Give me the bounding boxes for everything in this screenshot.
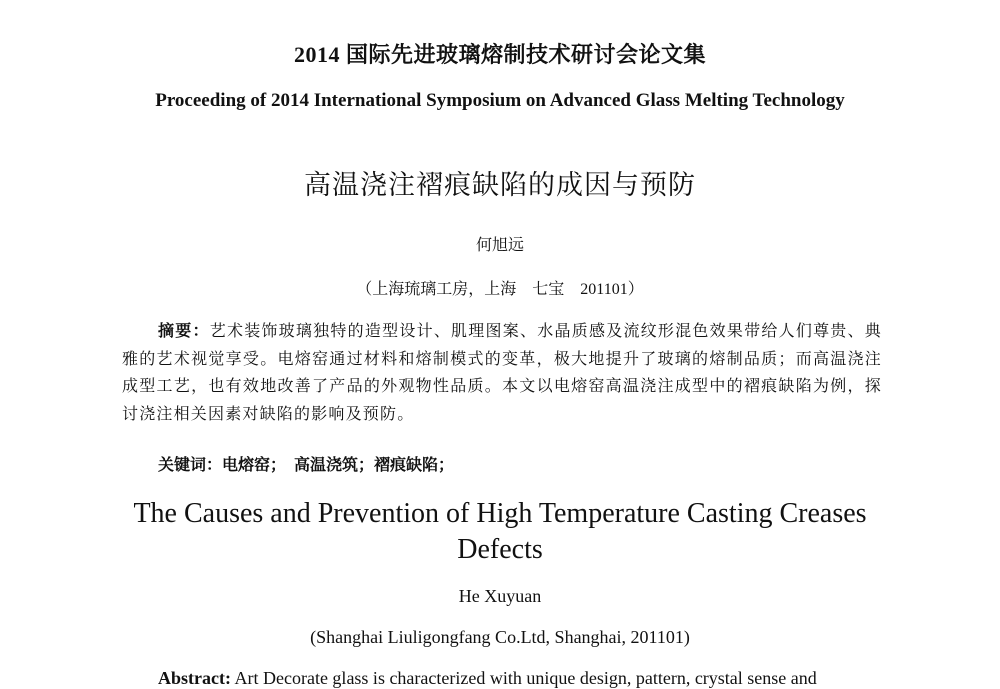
proceedings-title-en: Proceeding of 2014 International Symposium on Advanced Glass Melting Technology xyxy=(155,90,845,111)
affiliation-en: (Shanghai Liuligongfang Co.Ltd, Shanghai, 201101) xyxy=(310,627,690,647)
author-cn: 何旭远 xyxy=(475,237,524,254)
abstract-label-en: Abstract: xyxy=(158,668,231,688)
proceedings-title-cn: 2014 国际先进玻璃熔制技术研讨会论文集 xyxy=(293,42,706,67)
abstract-text-en: Art Decorate glass is characterized with unique design, pattern, crystal sense and xyxy=(230,668,817,688)
paper-title-en: The Causes and Prevention of High Temperature Casting Creases Defects xyxy=(133,498,867,565)
keywords-cn xyxy=(158,452,454,475)
keywords-label-cn: 关键词： xyxy=(158,457,223,474)
author-en: He Xuyuan xyxy=(458,586,542,606)
paper-title-cn: 高温浇注褶痕缺陷的成因与预防 xyxy=(304,170,696,200)
abstract-text-cn: 艺术装饰玻璃独特的造型设计、肌理图案、水晶质感及流纹形混色效果带给人们尊贵、典雅的艺术视觉享受。电熔窑通过材料和熔制模式的变革，极大地提升了玻璃的熔制品质；而高温浇注成型工艺，也有效地改善了产品的外观物性品质。本文以电熔窑高温浇注成型中的褶痕缺陷为例，探讨浇注相关因素对缺陷的影响及预防。 xyxy=(122,323,882,423)
abstract-cn xyxy=(122,318,882,428)
affiliation-cn: （上海琉璃工房，上海 七宝 201101） xyxy=(356,281,644,298)
keywords-text-cn: 电熔窑； 高温浇筑；褶痕缺陷； xyxy=(222,457,455,474)
abstract-en xyxy=(158,668,817,689)
abstract-label-cn: 摘要： xyxy=(158,323,210,340)
